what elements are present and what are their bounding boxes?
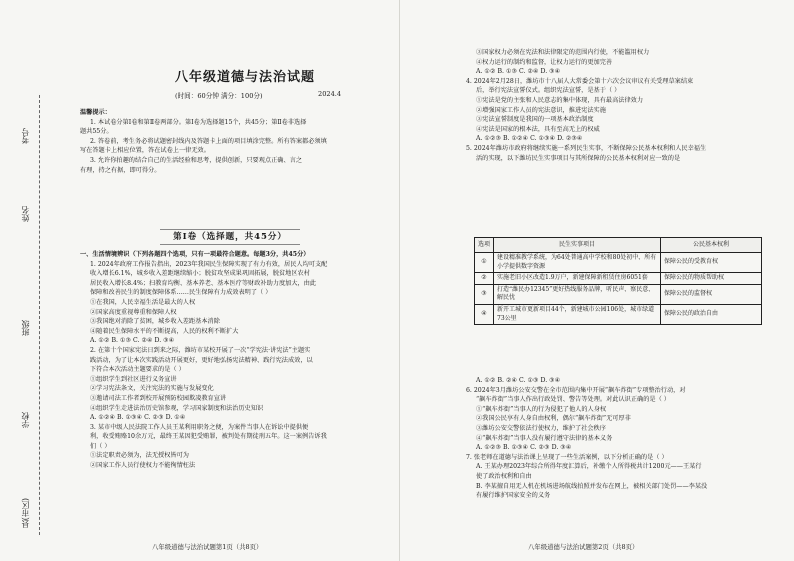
question-line: ④随着民生保障水平的不断提高，人民的权利不断扩大: [90, 327, 239, 335]
exam-no-label: 考号: [21, 128, 30, 144]
table-header: 民生实事项目: [494, 238, 661, 253]
question-line: ④“飙车炸街”当事人没有履行遵守法律的基本义务: [476, 434, 613, 442]
notes-block: [80, 108, 392, 175]
table-cell: ③: [475, 284, 494, 304]
table-row: [475, 304, 762, 324]
answer-options: A. ①② B. ①③ C. ②④ D. ③④: [90, 337, 175, 345]
name-label: 姓名: [21, 206, 30, 222]
table-cell: ①: [475, 253, 494, 273]
table-row: [475, 273, 762, 285]
question-line: 4. 2024年2月28日，潍坊市十八届人大常委会第十六次会议审议有关受理草案结束: [466, 77, 694, 85]
page-footer-2: 八年级道德与法治试题第2页（共8页）: [528, 543, 639, 551]
question-line: 5. 2024年潍坊市政府将继续实施一系列民生实事，不断保障公民基本权利和人民幸福生: [466, 144, 707, 152]
part-heading: 一、生活情境辨识（下列各题四个选项，只有一项最符合题意。每题3分，共45分）: [80, 251, 310, 258]
question-line: 6. 2024年3月潍坊公安交警在全市范围内集中开展“飙车炸街”专项整治行动，对: [466, 386, 686, 394]
question-line: 们（ ）: [90, 442, 111, 450]
table-cell: 打造“潍民办12345”更好热线服务品牌，听民声、察民意、解民忧: [494, 284, 661, 304]
question-line: “飙车炸街”当事人作出行政处罚、警告等处理。对此认识正确的是（ ）: [476, 396, 670, 404]
question-line: ②学习宪法条文，关注宪法的实施与发展变化: [90, 385, 214, 393]
question-line: 收入增长6.1%，城乡收入差距继续缩小；脱贫攻坚成果巩固拓展，脱贫地区农村: [90, 270, 310, 278]
table-cell: 新开工城市更新项目44个，新建城市公园106处，城市绿道73公里: [494, 304, 661, 324]
question-line: 后，举行宪法宣誓仪式。组织宪法宣誓，是基于（ ）: [476, 87, 621, 95]
note-line: 有理，持之有据，即可得分。: [80, 166, 161, 174]
questions-left: [80, 250, 394, 471]
answer-options: A. ①② B. ①③ C. ②④ D. ③④: [476, 68, 561, 76]
question-line: 1. 2024年政府工作报告指出，2023年我国民生保障实现了有力有效，居民人均可支配: [90, 260, 328, 268]
question-line: ③宪法宣誓制度是我国的一项基本政治制度: [476, 116, 594, 124]
notes-heading: 温馨提示：: [80, 109, 111, 116]
rights-table: [474, 237, 762, 325]
question-line: 2. 在第十个国家宪法日到来之际，潍坊市某校开展了一次“学宪法·讲宪法”主题实: [90, 346, 311, 354]
table-cell: 保障公民的受教育权: [661, 253, 762, 273]
question-line: ①宪法是党的主张和人民意志的集中体现，具有最高法律效力: [476, 96, 644, 104]
question-line: ①在我国，人民幸福生活是最大的人权: [90, 298, 196, 306]
page-footer-1: 八年级道德与法治试题第1页（共8页）: [152, 543, 263, 551]
table-cell: 建设精准教学系统，为64处普通高中学校和80处初中、所有小学提供数字资源: [494, 253, 661, 273]
seal-line: [39, 95, 40, 535]
question-line: ①法定职责必须为，法无授权皆可为: [90, 452, 189, 460]
table-header-row: [475, 238, 762, 253]
question-line: ③邀请司法工作者到校开展预防校园欺凌教育宣讲: [90, 394, 227, 402]
answer-options: A. ①②④ B. ①③④ C. ②③ D. ①④: [90, 414, 186, 422]
binding-strip: [0, 0, 60, 561]
question-line: 活的实现，以下潍坊民生实事项目与其所保障的公民基本权利对应一致的是: [476, 154, 681, 162]
note-line: 写在答题卡上相应位置，答在试卷上一律无效。: [80, 147, 210, 155]
question-line: 3. 某市中级人民法院工作人员王某利用职务之便，为案件当事人在诉讼中提供便: [90, 423, 309, 431]
section-title: 第Ⅰ卷（选择题，共45分）: [160, 229, 300, 245]
question-line: ③我国绝对消除了贫困，城乡收入差距基本消除: [90, 318, 220, 326]
table-row: [475, 253, 762, 273]
class-label: 班级: [21, 320, 30, 336]
question-line: 保障和改善民生的制度保障体系……民生保障有力成效表明了（ ）: [90, 289, 272, 297]
question-line: ①组织学生到社区进行义务宣讲: [90, 375, 177, 383]
table-header: 公民基本权利: [661, 238, 762, 253]
exam-time-score: (时间：60分钟 满分：100分): [175, 92, 263, 100]
question-line: ②国家工作人员行使权力不能徇情枉法: [90, 462, 196, 470]
table-header: 选项: [475, 238, 494, 253]
table-cell: 实施老旧小区改造1.9万户，新建保障新租赁住房6051套: [494, 273, 661, 285]
question-line: ③国家权力必须在宪法和法律限定的范围内行使，不能滥用权力: [476, 49, 650, 56]
question-line: ②我国公民享有人身自由权利，偶尔“飙车炸街”无可厚非: [476, 415, 631, 423]
table-cell: 保障公民的政治自由: [661, 304, 762, 324]
question-line: 践活动，为了让本次实践活动开展更好，更好地弘扬宪法精神、践行宪法成效，以: [90, 356, 313, 364]
question-line: 有履行维护国家安全的义务: [476, 492, 551, 500]
page-divider: [399, 0, 400, 561]
answer-options: A. ①②③ B. ①③④ C. ②③ D. ③④: [476, 444, 572, 452]
school-label: 学校: [21, 412, 30, 428]
question-line: ④组织学生走进法治历史馆参观，学习国家制度和法治历史知识: [90, 404, 264, 412]
answer-options: A. ①②③ B. ①②④ C. ①③④ D. ②③④: [476, 135, 583, 143]
questions-right-top: [466, 48, 776, 163]
question-line: 使了政治权利和自由: [476, 472, 532, 480]
answer-options: A. ①② B. ②④ C. ①③ D. ③④: [476, 377, 561, 384]
question-line: ④宪法是国家的根本法，具有至高无上的权威: [476, 125, 600, 133]
table-cell: ④: [475, 304, 494, 324]
question-line: 下符合本次活动主题要求的是（ ）: [90, 366, 185, 374]
note-line: 题共55分。: [80, 128, 113, 136]
question-line: ④权力运行的制约和监督，让权力运行的更加完善: [476, 58, 613, 66]
table-cell: ②: [475, 273, 494, 285]
note-line: 2. 答卷前，考生务必将试题密封线内及答题卡上面的项目填涂完整。所有答案都必须填: [90, 137, 327, 145]
question-line: 利，收受贿赂10余万元，最终王某因犯受贿罪，被判处有期徒刑五年。这一案例告诉我: [90, 433, 327, 441]
question-line: 7. 张老师在道德与法治课上呈现了一些生活案例，以下分析正确的是（ ）: [466, 453, 668, 461]
question-line: B. 李某擅自用无人机在机场进场航线拍照并发布在网上，被相关部门处罚——李某没: [476, 482, 708, 490]
question-line: ②国家高度重视尊重和保障人权: [90, 308, 177, 316]
exam-date: 2024.4: [318, 90, 342, 98]
question-line: ③潍坊公安交警依法行使权力，维护了社会秩序: [476, 424, 606, 432]
table-row: [475, 284, 762, 304]
note-line: 1. 本试卷分第Ⅰ卷和第Ⅱ卷两部分。第Ⅰ卷为选择题15个，共45分；第Ⅱ卷非选择: [90, 118, 307, 126]
exam-title: 八年级道德与法治试题: [174, 70, 315, 85]
table-cell: 保障公民的物质帮助权: [661, 273, 762, 285]
table-cell: 保障公民的监督权: [661, 284, 762, 304]
note-line: 3. 允许你拍趣的结合自己的生活经验和思考，提供创新，只要观点正确、言之: [90, 156, 303, 164]
question-line: ①“飙车炸街”当事人的行为侵犯了他人的人身权: [476, 405, 607, 413]
questions-right-bottom: [466, 376, 776, 501]
question-line: A. 王某办理2023年综合所得年度汇算后，补缴个人所得税共计1200元——王某行: [476, 463, 702, 471]
question-line: ②增强国家工作人员的宪法意识，推进宪法实施: [476, 106, 606, 114]
county-label: 县(市区): [21, 498, 30, 529]
question-line: 居民收入增长8.4%；扫教育均衡、基本养老、基本医疗等财政补助力度加大，由此: [90, 279, 317, 287]
